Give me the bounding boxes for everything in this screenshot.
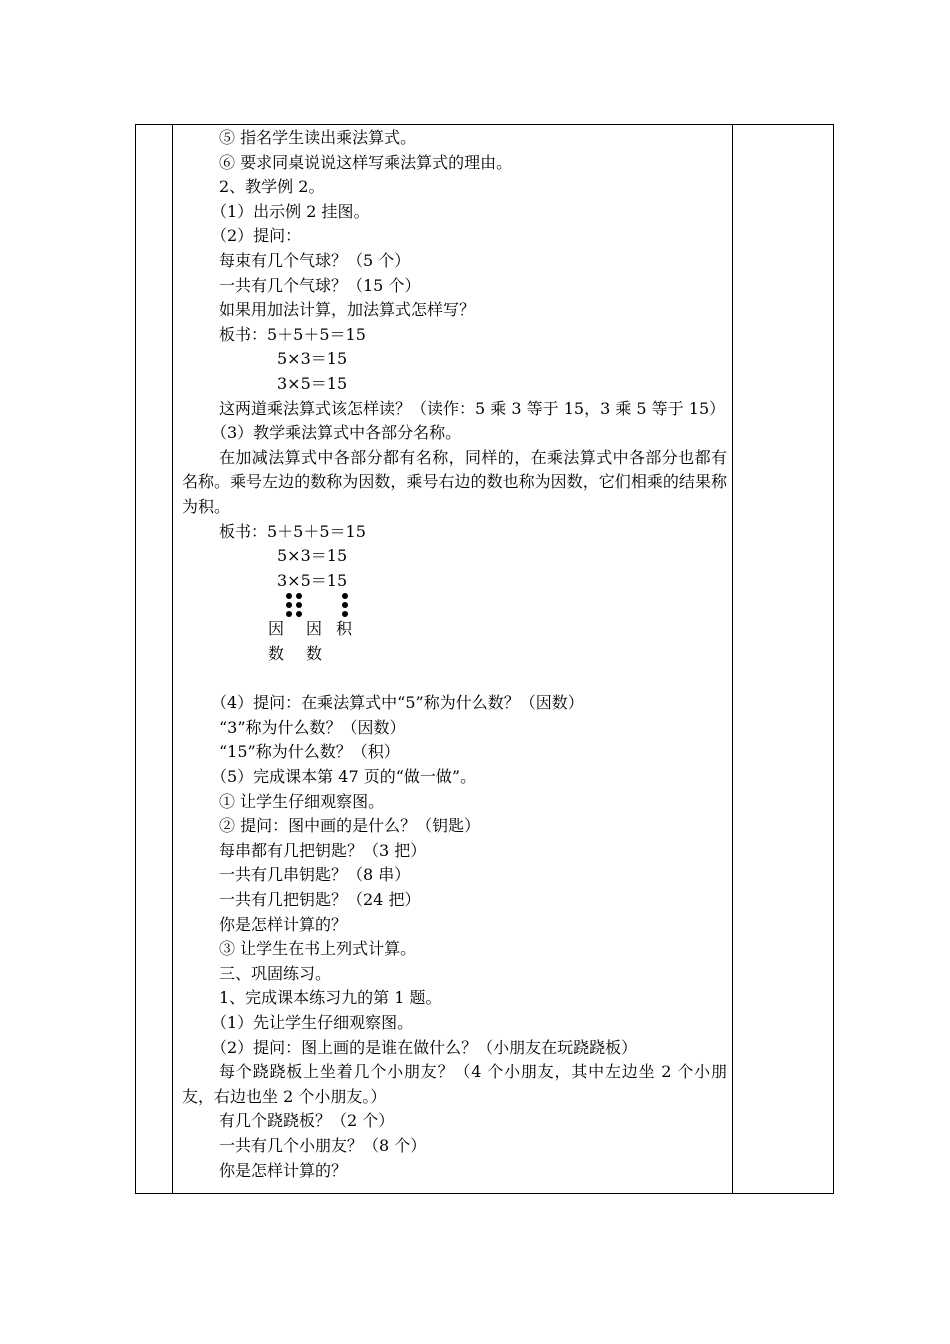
text-paragraph: 每个跷跷板上坐着几个小朋友？（4 个小朋友，其中左边坐 2 个小朋友，右边也坐 2 个小朋友。） xyxy=(182,1062,727,1106)
text-line: （2）提问： xyxy=(211,226,302,246)
text-line: ⑤ 指名学生读出乘法算式。 xyxy=(219,128,417,147)
text-line: （3）教学乘法算式中各部分名称。 xyxy=(211,423,462,443)
text-line: （4）提问：在乘法算式中“5”称为什么数？（因数） xyxy=(211,693,584,713)
formula-line: 5×3＝15 xyxy=(277,546,348,566)
text-line: （1）先让学生仔细观察图。 xyxy=(211,1013,414,1032)
factor-label: 数 xyxy=(306,644,323,664)
text-line: （1）出示例 2 挂图。 xyxy=(211,201,370,221)
text-line: “3”称为什么数？（因数） xyxy=(219,717,406,737)
column-divider xyxy=(172,125,173,1193)
text-line: ① 让学生仔细观察图。 xyxy=(219,791,385,811)
text-line: （5）完成课本第 47 页的“做一做”。 xyxy=(211,767,477,787)
product-marker xyxy=(342,593,348,619)
text-line: 一共有几个小朋友？（8 个） xyxy=(219,1135,427,1155)
factor-marker xyxy=(286,593,292,619)
factor-label: 因 xyxy=(306,619,323,639)
text-line: 你是怎样计算的？ xyxy=(219,914,348,934)
text-line: 2、教学例 2。 xyxy=(219,177,325,197)
text-line: 有几个跷跷板？（2 个） xyxy=(219,1111,395,1131)
formula-line: 5×3＝15 xyxy=(277,349,348,369)
text-paragraph: 这两道乘法算式该怎样读？（读作：5 乘 3 等于 15，3 乘 5 等于 15） xyxy=(219,398,726,418)
text-line: ② 提问：图中画的是什么？（钥匙） xyxy=(219,816,481,836)
text-line: 1、完成课本练习九的第 1 题。 xyxy=(219,988,442,1008)
factor-label: 数 xyxy=(268,644,285,664)
factor-label: 因 xyxy=(268,619,285,639)
formula-line: 3×5＝15 xyxy=(277,570,348,590)
text-line: 一共有几把钥匙？（24 把） xyxy=(219,890,421,910)
board-line: 板书：5＋5＋5＝15 xyxy=(219,521,366,541)
text-line: 你是怎样计算的？ xyxy=(219,1160,348,1180)
text-line: 每束有几个气球？（5 个） xyxy=(219,250,411,270)
text-paragraph: 在加减法算式中各部分都有名称，同样的，在乘法算式中各部分也都有名称。乘号左边的数称为因数，乘号右边的数也称为因数，它们相乘的结果称为积。 xyxy=(182,447,727,516)
term-names-diagram xyxy=(182,593,727,691)
lesson-content xyxy=(182,126,727,1183)
section-heading: 三、巩固练习。 xyxy=(219,963,332,983)
formula-line: 3×5＝15 xyxy=(277,373,348,393)
text-line: 如果用加法计算，加法算式怎样写？ xyxy=(219,300,476,320)
text-line: ⑥ 要求同桌说说这样写乘法算式的理由。 xyxy=(219,152,513,172)
column-divider xyxy=(732,125,733,1193)
text-line: 一共有几串钥匙？（8 串） xyxy=(219,865,411,885)
text-line: 一共有几个气球？（15 个） xyxy=(219,275,421,295)
product-label: 积 xyxy=(336,619,353,639)
text-line: （2）提问：图上画的是谁在做什么？（小朋友在玩跷跷板） xyxy=(211,1037,638,1057)
text-line: 每串都有几把钥匙？（3 把） xyxy=(219,840,427,860)
text-line: “15”称为什么数？（积） xyxy=(219,742,400,762)
factor-marker xyxy=(296,593,302,619)
board-line: 板书：5＋5＋5＝15 xyxy=(219,324,366,344)
text-line: ③ 让学生在书上列式计算。 xyxy=(219,939,417,959)
